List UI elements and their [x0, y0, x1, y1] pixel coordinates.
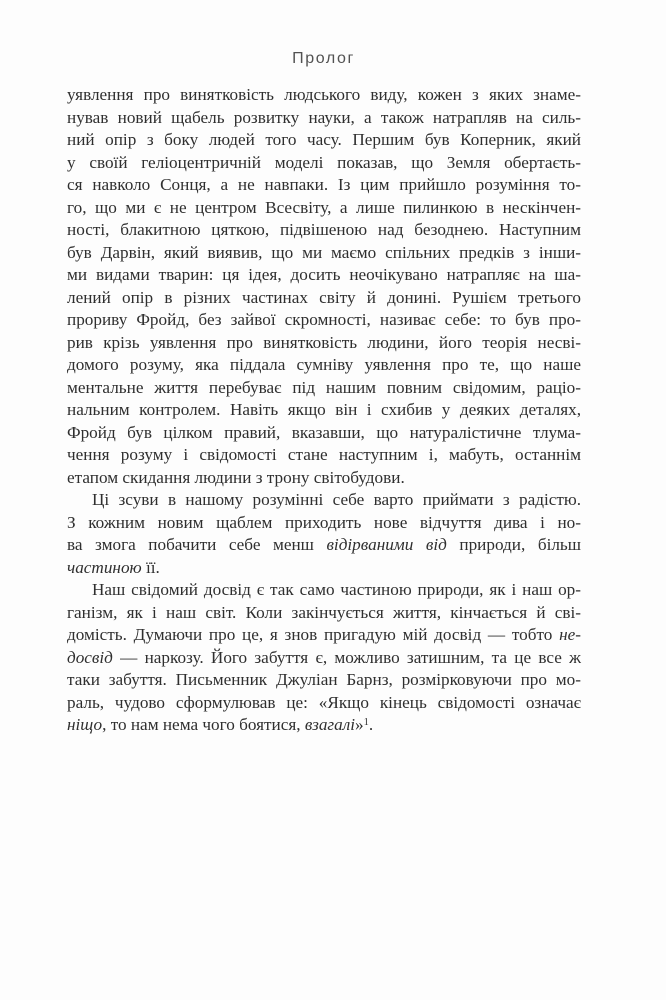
- running-header: Пролог: [292, 50, 355, 67]
- body-text: у своїй геліоцентричній моделі показав, що Земля обертаєть-: [67, 152, 581, 172]
- italic-text: частиною: [67, 557, 142, 577]
- body-text: »: [355, 715, 364, 734]
- text-line: [67, 534, 581, 557]
- body-text: ності, блакитною цяткою, підвішеною над безоднею. Наступним: [67, 220, 581, 239]
- footnote-marker: 1: [363, 717, 369, 728]
- text-line: [67, 444, 581, 467]
- body-text: ся навколо Сонця, а не навпаки. Із цим прийшло розуміння то-: [67, 175, 581, 194]
- italic-text: ніщо: [67, 715, 103, 734]
- text-line: [67, 174, 581, 197]
- body-text: Фройд був цілком правий, вказавши, що натуралістичне тлума-: [67, 422, 581, 442]
- body-text: ний опір з боку людей того часу. Першим був Коперник, який: [67, 130, 581, 149]
- body-text: , то нам нема чого боятися,: [102, 715, 305, 734]
- text-line: [67, 129, 581, 152]
- text-line: [67, 242, 581, 265]
- text-line: [67, 152, 581, 175]
- text-line: [67, 602, 581, 625]
- text-line: [67, 714, 581, 737]
- body-text: етапом скидання людини з трону світобудови.: [67, 467, 405, 487]
- italic-text: взагалі: [304, 715, 355, 734]
- body-text: ва змога побачити себе менш: [67, 535, 327, 554]
- text-line: [67, 489, 581, 512]
- body-text: нував новий щабель розвитку науки, а також натрапляв на силь-: [67, 107, 581, 127]
- body-text: прориву Фройд, без зайвої скромності, називає себе: то був про-: [67, 310, 581, 329]
- text-line: [67, 107, 581, 130]
- body-text: .: [368, 715, 374, 734]
- text-block: [67, 84, 581, 737]
- text-line: [67, 557, 581, 580]
- text-line: [67, 287, 581, 310]
- text-line: [67, 377, 581, 400]
- body-text: Ці зсуви в нашому розумінні себе варто приймати з радістю.: [92, 490, 581, 509]
- paragraph: [67, 84, 581, 489]
- paragraph: [67, 579, 581, 737]
- body-text: ментальне життя перебуває під нашим повним свідомим, раціо-: [67, 377, 581, 397]
- italic-text: відірваними від: [326, 535, 447, 554]
- body-text: раль, чудово сформулював це: «Якщо кінець свідомості означає: [67, 692, 581, 712]
- body-text: уявлення про винятковість людського виду, кожен з яких знаме-: [67, 85, 581, 104]
- text-line: [67, 332, 581, 355]
- body-text: З кожним новим щаблем приходить нове відчуття дива і но-: [67, 512, 581, 532]
- body-text: го, що ми є не центром Всесвіту, а лише пилинкою в нескінчен-: [67, 197, 581, 217]
- body-text: її.: [141, 557, 160, 577]
- text-line: [67, 422, 581, 445]
- body-text: Наш свідомий досвід є так само частиною природи, як і наш ор-: [92, 580, 581, 599]
- body-text: був Дарвін, який виявив, що ми маємо спільних предків з інши-: [67, 242, 581, 262]
- text-line: [67, 647, 581, 670]
- body-text: рив крізь уявлення про винятковість людини, його теорія несві-: [67, 332, 581, 352]
- italic-text: досвід: [67, 647, 113, 667]
- body-text: таки забуття. Письменник Джуліан Барнз, розмірковуючи про мо-: [67, 670, 581, 689]
- body-text: природи, більш: [446, 535, 581, 554]
- body-text: домого розуму, яка піддала сумніву уявлення про те, що наше: [67, 355, 581, 374]
- text-line: [67, 579, 581, 602]
- text-line: [67, 354, 581, 377]
- text-line: [67, 467, 581, 490]
- body-text: чення розуму і свідомості стане наступним і, мабуть, останнім: [67, 445, 581, 464]
- text-line: [67, 692, 581, 715]
- body-text: ганізм, як і наш світ. Коли закінчується життя, кінчається й сві-: [67, 602, 581, 622]
- text-line: [67, 264, 581, 287]
- text-line: [67, 512, 581, 535]
- text-line: [67, 399, 581, 422]
- text-line: [67, 309, 581, 332]
- paragraph: [67, 489, 581, 579]
- body-text: — наркозу. Його забуття є, можливо затишним, та це все ж: [112, 647, 581, 667]
- italic-text: не-: [559, 625, 581, 644]
- body-text: домість. Думаючи про це, я знов пригадую мій досвід — тобто: [67, 625, 560, 644]
- text-line: [67, 84, 581, 107]
- text-line: [67, 624, 581, 647]
- text-line: [67, 197, 581, 220]
- body-text: ми видами тварин: ця ідея, досить неочікувано натрапляє на ша-: [67, 265, 581, 284]
- text-line: [67, 219, 581, 242]
- body-text: лений опір в різних частинах світу й донині. Рушієм третього: [67, 287, 581, 307]
- text-line: [67, 669, 581, 692]
- body-text: нальним контролем. Навіть якщо він і схибив у деяких деталях,: [67, 400, 581, 419]
